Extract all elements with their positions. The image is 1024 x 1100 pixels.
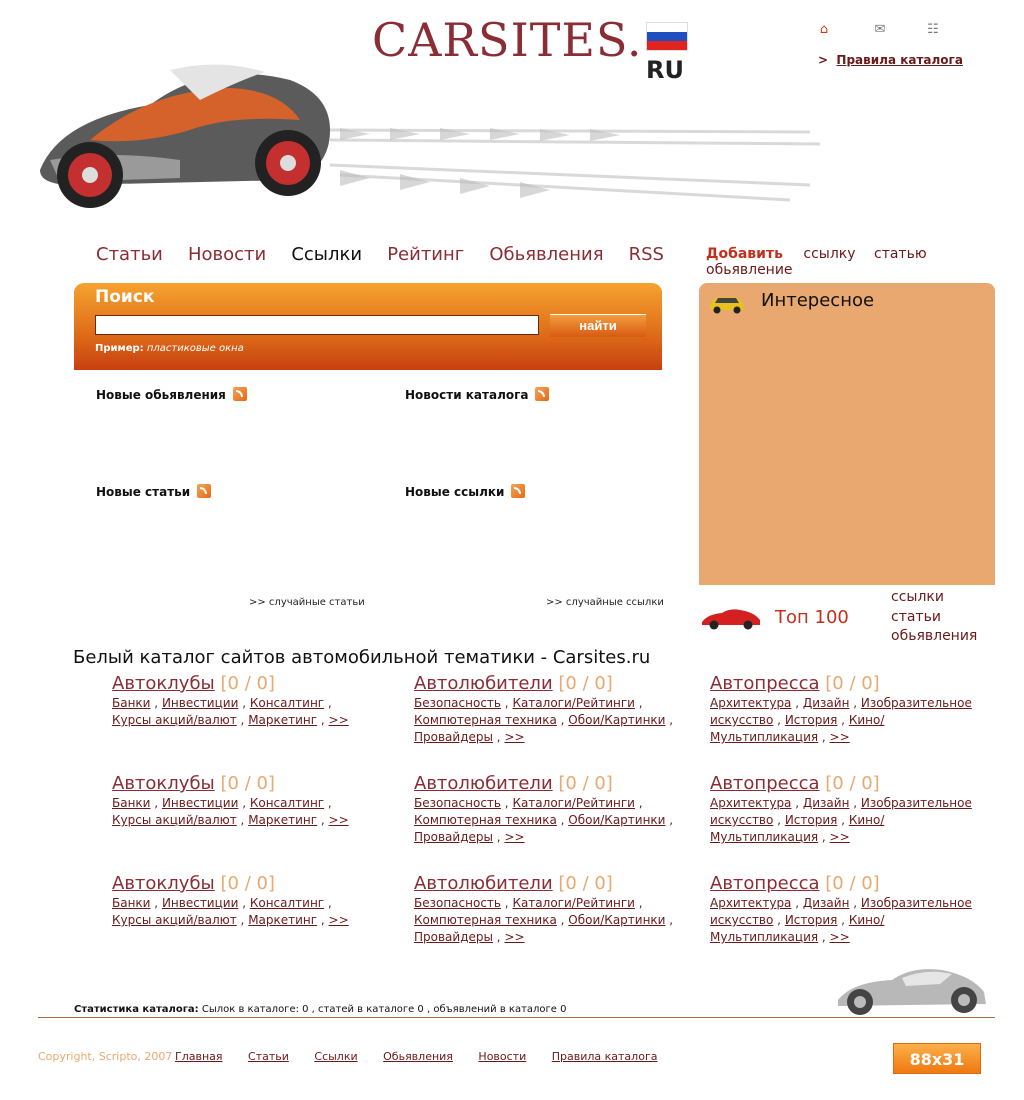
subcategory-link[interactable]: Инвестиции	[161, 696, 239, 710]
new-articles-feed	[96, 484, 211, 499]
subcategory-link[interactable]: >>	[504, 930, 525, 944]
subcategory-list: Безопасность , Каталоги/Рейтинги , Компютерная техника , Обои/Картинки , Провайдеры , >>	[414, 896, 674, 944]
catalog-category	[112, 773, 362, 829]
category-count: [0 / 0]	[825, 773, 880, 794]
rss-icon[interactable]	[233, 387, 247, 401]
footer-link-rules[interactable]: Правила каталога	[551, 1050, 658, 1063]
category-heading	[112, 873, 362, 895]
subcategory-link[interactable]: Курсы акций/валют	[112, 713, 237, 727]
subcategory-link[interactable]: Архитектура	[710, 896, 792, 910]
rss-icon[interactable]	[197, 484, 211, 498]
add-bar	[706, 246, 1024, 278]
interesting-title: Интересное	[761, 290, 875, 311]
catalog-category	[112, 673, 362, 729]
category-name-link[interactable]: Автоклубы	[112, 873, 215, 894]
add-link-button[interactable]: ссылку	[803, 246, 856, 262]
category-count: [0 / 0]	[825, 873, 880, 894]
catalog-category	[710, 673, 985, 746]
subcategory-link[interactable]: Маркетинг	[248, 913, 318, 927]
search-title: Поиск	[95, 287, 155, 307]
subcategory-link[interactable]: Каталоги/Рейтинги	[512, 896, 635, 910]
category-name-link[interactable]: Автопресса	[710, 673, 820, 694]
footer-link-home[interactable]: Главная	[175, 1050, 223, 1063]
subcategory-link[interactable]: Изобразительное искусство	[710, 696, 972, 727]
stats-label: Статистика каталога:	[74, 1004, 199, 1015]
88x31-badge[interactable]: 88x31	[893, 1043, 981, 1074]
catalog-category	[414, 873, 689, 946]
main-nav	[96, 244, 684, 270]
subcategory-link[interactable]: Безопасность	[414, 896, 501, 910]
subcategory-link[interactable]: Маркетинг	[248, 813, 318, 827]
subcategory-link[interactable]: Маркетинг	[248, 713, 318, 727]
category-heading	[414, 673, 689, 695]
subcategory-link[interactable]: Кино/Мультипликация	[710, 713, 885, 744]
subcategory-link[interactable]: >>	[328, 913, 349, 927]
catalog-category	[414, 773, 689, 846]
category-heading	[112, 673, 362, 695]
subcategory-link[interactable]: История	[784, 713, 838, 727]
sitemap-icon[interactable]: ☷	[927, 22, 939, 37]
subcategory-link[interactable]: Кино/Мультипликация	[710, 913, 885, 944]
russian-flag-icon	[646, 22, 688, 51]
category-heading	[710, 773, 985, 795]
nav-rss[interactable]: RSS	[628, 244, 664, 265]
subcategory-list: Безопасность , Каталоги/Рейтинги , Компютерная техника , Обои/Картинки , Провайдеры , >>	[414, 796, 674, 844]
category-heading	[414, 773, 689, 795]
category-heading	[112, 773, 362, 795]
subcategory-link[interactable]: >>	[504, 830, 525, 844]
category-name-link[interactable]: Автопресса	[710, 873, 820, 894]
subcategory-link[interactable]: Кино/Мультипликация	[710, 813, 885, 844]
subcategory-link[interactable]: Курсы акций/валют	[112, 813, 237, 827]
category-heading	[710, 873, 985, 895]
subcategory-link[interactable]: История	[784, 813, 838, 827]
catalog-news-title: Новости каталога	[405, 388, 529, 402]
yellow-car-icon	[708, 290, 746, 314]
subcategory-list: Банки , Инвестиции , Консалтинг , Курсы акций/валют , Маркетинг , >>	[112, 696, 349, 727]
search-input[interactable]	[95, 315, 539, 335]
home-icon[interactable]: ⌂	[819, 22, 829, 37]
subcategory-link[interactable]: >>	[328, 813, 349, 827]
footer-links	[175, 1050, 679, 1063]
subcategory-link[interactable]: Провайдеры	[414, 830, 493, 844]
subcategory-link[interactable]: Банки	[112, 896, 151, 910]
search-example	[95, 343, 244, 354]
top100-articles-item[interactable]: статьи	[891, 608, 941, 625]
category-name-link[interactable]: Автоклубы	[112, 673, 215, 694]
subcategory-link[interactable]: Инвестиции	[161, 796, 239, 810]
category-count: [0 / 0]	[558, 873, 613, 894]
search-button[interactable]: найти	[550, 314, 646, 337]
subcategory-link[interactable]: Компютерная техника	[414, 713, 557, 727]
subcategory-link[interactable]: История	[784, 913, 838, 927]
category-count: [0 / 0]	[825, 673, 880, 694]
subcategory-link[interactable]: Курсы акций/валют	[112, 913, 237, 927]
nav-rating[interactable]: Рейтинг	[387, 244, 465, 265]
top100-links	[891, 588, 977, 647]
logo-text: CARSITES.	[372, 13, 643, 67]
mail-icon[interactable]: ✉	[874, 22, 886, 37]
category-count: [0 / 0]	[220, 873, 275, 894]
category-count: [0 / 0]	[558, 673, 613, 694]
subcategory-link[interactable]: Компютерная техника	[414, 913, 557, 927]
footer-link-articles[interactable]: Статьи	[248, 1050, 289, 1063]
copyright: Copyright, Scripto, 2007	[38, 1050, 173, 1063]
footer-divider	[38, 1017, 995, 1018]
subcategory-link[interactable]: Дизайн	[802, 696, 850, 710]
subcategory-list: Банки , Инвестиции , Консалтинг , Курсы акций/валют , Маркетинг , >>	[112, 796, 349, 827]
rss-icon[interactable]	[535, 387, 549, 401]
add-label: Добавить	[706, 246, 783, 262]
nav-news[interactable]: Новости	[187, 244, 267, 265]
catalog-category	[112, 873, 362, 929]
subcategory-link[interactable]: Обои/Картинки	[568, 813, 666, 827]
subcategory-link[interactable]: >>	[829, 930, 850, 944]
random-articles-link[interactable]: >> случайные статьи	[249, 597, 365, 608]
category-count: [0 / 0]	[220, 673, 275, 694]
category-count: [0 / 0]	[558, 773, 613, 794]
subcategory-link[interactable]: Обои/Картинки	[568, 913, 666, 927]
catalog-news-feed	[405, 387, 549, 402]
new-links-feed	[405, 484, 525, 499]
search-box	[74, 283, 662, 370]
subcategory-link[interactable]: Безопасность	[414, 796, 501, 810]
random-links-link[interactable]: >> случайные ссылки	[546, 597, 664, 608]
rules-prefix: >	[818, 53, 829, 67]
subcategory-list: Архитектура , Дизайн , Изобразительное искусство , История , Кино/Мультипликация , >>	[710, 896, 972, 944]
nav-links[interactable]: Ссылки	[291, 244, 363, 265]
footer-link-ads[interactable]: Обьявления	[383, 1050, 453, 1063]
nav-ads[interactable]: Обьявления	[489, 244, 604, 265]
new-articles-title: Новые статьи	[96, 485, 191, 499]
top100-block	[700, 589, 995, 644]
hero-car-image	[30, 60, 830, 220]
subcategory-link[interactable]: Консалтинг	[249, 696, 325, 710]
search-example-value[interactable]: пластиковые окна	[146, 343, 244, 354]
catalog-title: Белый каталог сайтов автомобильной тематики - Carsites.ru	[73, 647, 651, 668]
category-name-link[interactable]: Автопресса	[710, 773, 820, 794]
category-heading	[414, 873, 689, 895]
category-count: [0 / 0]	[220, 773, 275, 794]
category-name-link[interactable]: Автолюбители	[414, 773, 553, 794]
subcategory-link[interactable]: >>	[328, 713, 349, 727]
red-car-icon	[700, 604, 762, 630]
subcategory-link[interactable]: Банки	[112, 796, 151, 810]
subcategory-link[interactable]: Консалтинг	[249, 796, 325, 810]
catalog-category	[710, 773, 985, 846]
add-ad-button[interactable]: обьявление	[706, 262, 793, 278]
new-ads-feed	[96, 387, 247, 402]
subcategory-link[interactable]: Дизайн	[802, 796, 850, 810]
footer-car-image	[832, 962, 992, 1017]
category-name-link[interactable]: Автоклубы	[112, 773, 215, 794]
top100-title[interactable]: Топ 100	[775, 607, 849, 628]
new-ads-title: Новые обьявления	[96, 388, 226, 402]
subcategory-link[interactable]: Консалтинг	[249, 896, 325, 910]
subcategory-link[interactable]: Архитектура	[710, 796, 792, 810]
subcategory-link[interactable]: Каталоги/Рейтинги	[512, 696, 635, 710]
subcategory-link[interactable]: Архитектура	[710, 696, 792, 710]
subcategory-link[interactable]: >>	[829, 830, 850, 844]
top100-links-item[interactable]: ссылки	[891, 589, 944, 605]
subcategory-link[interactable]: Провайдеры	[414, 730, 493, 744]
subcategory-link[interactable]: Компютерная техника	[414, 813, 557, 827]
search-example-label: Пример:	[95, 343, 144, 354]
subcategory-link[interactable]: Обои/Картинки	[568, 713, 666, 727]
subcategory-link[interactable]: Банки	[112, 696, 151, 710]
subcategory-link[interactable]: Дизайн	[802, 896, 850, 910]
nav-articles[interactable]: Статьи	[96, 244, 163, 265]
stats-text: Сылок в каталоге: 0 , статей в каталоге 0 , объявлений в каталоге 0	[201, 1004, 567, 1015]
footer-link-links[interactable]: Ссылки	[314, 1050, 358, 1063]
subcategory-link[interactable]: Изобразительное искусство	[710, 896, 972, 927]
category-name-link[interactable]: Автолюбители	[414, 673, 553, 694]
subcategory-link[interactable]: Каталоги/Рейтинги	[512, 796, 635, 810]
subcategory-list: Архитектура , Дизайн , Изобразительное искусство , История , Кино/Мультипликация , >>	[710, 696, 972, 744]
subcategory-list: Безопасность , Каталоги/Рейтинги , Компютерная техника , Обои/Картинки , Провайдеры , >>	[414, 696, 674, 744]
footer-link-news[interactable]: Новости	[478, 1050, 527, 1063]
top-icons	[816, 22, 956, 42]
subcategory-link[interactable]: Провайдеры	[414, 930, 493, 944]
new-links-title: Новые ссылки	[405, 485, 505, 499]
catalog-rules-link[interactable]: Правила каталога	[836, 53, 963, 67]
category-name-link[interactable]: Автолюбители	[414, 873, 553, 894]
catalog-stats	[74, 1004, 567, 1015]
catalog-category	[710, 873, 985, 946]
subcategory-link[interactable]: >>	[504, 730, 525, 744]
subcategory-link[interactable]: >>	[829, 730, 850, 744]
interesting-panel	[699, 283, 995, 585]
logo-suffix: RU	[646, 56, 684, 84]
rules-link-wrap	[818, 53, 963, 67]
subcategory-list: Архитектура , Дизайн , Изобразительное искусство , История , Кино/Мультипликация , >>	[710, 796, 972, 844]
catalog-category	[414, 673, 689, 746]
rss-icon[interactable]	[511, 484, 525, 498]
subcategory-list: Банки , Инвестиции , Консалтинг , Курсы акций/валют , Маркетинг , >>	[112, 896, 349, 927]
top100-ads-item[interactable]: обьявления	[891, 628, 978, 644]
subcategory-link[interactable]: Изобразительное искусство	[710, 796, 972, 827]
subcategory-link[interactable]: Безопасность	[414, 696, 501, 710]
subcategory-link[interactable]: Инвестиции	[161, 896, 239, 910]
add-article-button[interactable]: статью	[874, 246, 927, 262]
category-heading	[710, 673, 985, 695]
